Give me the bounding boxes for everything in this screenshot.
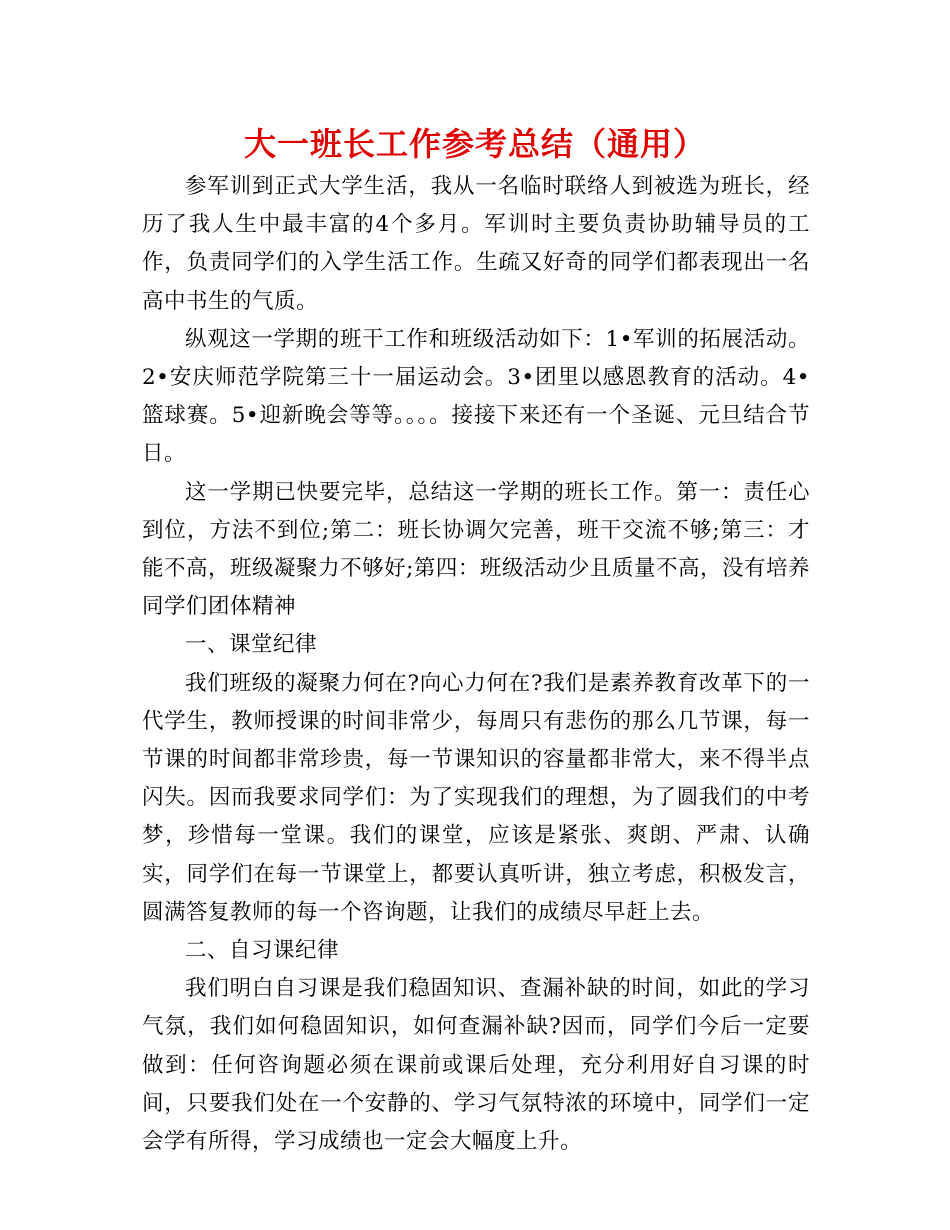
section-heading-self-study-discipline: 二、自习课纪律 <box>185 938 340 964</box>
paragraph-intro: 参军训到正式大学生活，我从一名临时联络人到被选为班长，经历了我人生中最丰富的4个多月。军训时主要负责协助辅导员的工作，负责同学们的入学生活工作。生疏又好奇的同学们都表现出一名高中书生的气质。 <box>142 174 810 314</box>
paragraph-classroom-discipline: 我们班级的凝聚力何在?向心力何在?我们是素养教育改革下的一代学生，教师授课的时间非常少，每周只有悲伤的那么几节课，每一节课的时间都非常珍贵，每一节课知识的容量都非常大，来不得半点闪失。因而我要求同学们：为了实现我们的理想，为了圆我们的中考梦，珍惜每一堂课。我们的课堂，应该是紧张、爽朗、严肃、认确实，同学们在每一节课堂上，都要认真听讲，独立考虑，积极发言，圆满答复教师的每一个咨询题，让我们的成绩尽早赶上去。 <box>142 670 810 925</box>
paragraph-summary: 这一学期已快要完毕，总结这一学期的班长工作。第一：责任心到位，方法不到位;第二：班长协调欠完善，班干交流不够;第三：才能不高，班级凝聚力不够好;第四：班级活动少且质量不高，没有培养同学们团体精神 <box>142 479 810 620</box>
paragraph-activities: 纵观这一学期的班干工作和班级活动如下：1•军训的拓展活动。2•安庆师范学院第三十一届运动会。3•团里以感恩教育的活动。4•篮球赛。5•迎新晚会等等。。。。接接下来还有一个圣诞、元旦结合节日。 <box>142 326 810 467</box>
section-heading-classroom-discipline: 一、课堂纪律 <box>185 632 318 658</box>
document-body <box>142 168 810 1161</box>
paragraph-self-study-discipline: 我们明白自习课是我们稳固知识、查漏补缺的时间，如此的学习气氛，我们如何稳固知识，如何查漏补缺?因而，同学们今后一定要做到：任何咨询题必须在课前或课后处理，充分利用好自习课的时间，只要我们处在一个安静的、学习气氛特浓的环境中，同学们一定会学有所得，学习成绩也一定会大幅度上升。 <box>142 976 810 1155</box>
document-title: 大一班长工作参考总结（通用） <box>243 125 706 163</box>
